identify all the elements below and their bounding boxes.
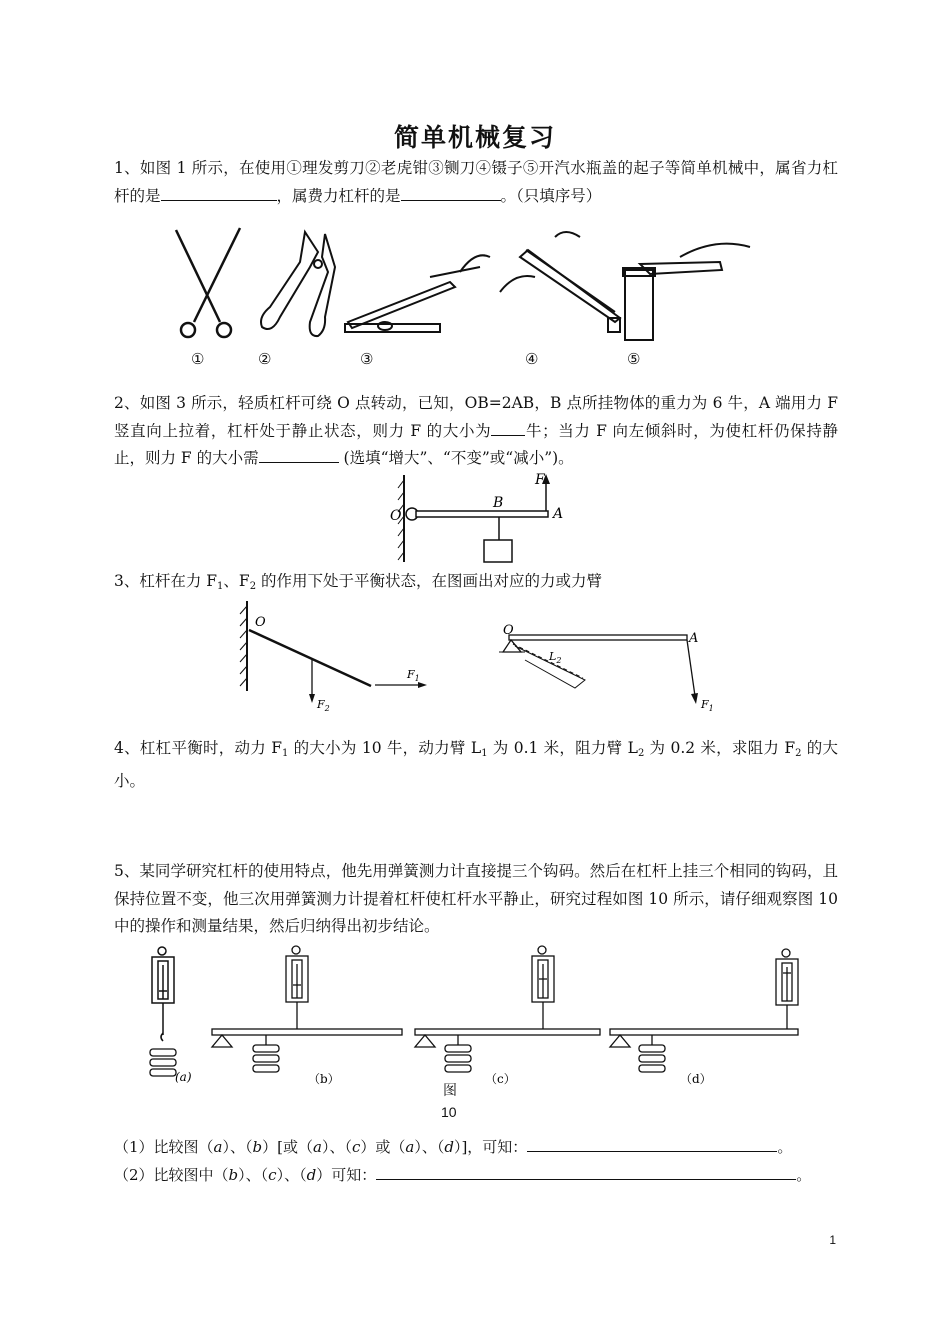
fig3l-f2-sub: 2 (324, 704, 330, 713)
bottle-opener-icon (623, 244, 750, 340)
q4-sub-2: 1 (481, 748, 488, 759)
tool-label-1: ① (191, 350, 205, 368)
lever-c (415, 946, 600, 1072)
q2-text-a: 2、如图 3 所示，轻质杠杆可绕 O 点转动，已知，OB=2AB，B 点所挂物体的重力为 6 牛，A 端用力 F 竖直向上拉着，杠杆处于静止状态，则力 F 的大小为 (114, 394, 838, 440)
figure-3-right-lever (495, 620, 725, 715)
tool-label-5: ⑤ (627, 350, 641, 368)
q5-sq2-f: d (306, 1166, 317, 1184)
fig3r-label-l2 (548, 650, 561, 665)
fig2-label-b: B (493, 495, 504, 511)
q5-sq2-end: 。 (796, 1166, 812, 1184)
question-5 (114, 858, 838, 941)
q5-sq1-c: ）、（ (222, 1138, 253, 1156)
q5-sq1-h: c (351, 1138, 361, 1156)
fig3l-f1-letter: F (407, 668, 415, 681)
q5-sub-question-2 (114, 1162, 838, 1190)
q5-sq1-d: b (252, 1138, 263, 1156)
q4-sub-4: 2 (795, 748, 802, 759)
q5-sq2-c: ）、（ (238, 1166, 269, 1184)
fig3r-f1-sub: 1 (708, 704, 714, 713)
q4-sub-1: 1 (282, 748, 289, 759)
q1-blank-1[interactable] (161, 183, 277, 201)
fig3l-label-f2 (316, 698, 330, 713)
scissors-icon (176, 228, 240, 337)
q5-sq1-l: d (444, 1138, 454, 1156)
page-title: 简单机械复习 (393, 123, 556, 152)
lever-d (610, 949, 798, 1072)
q1-text: 1、如图 1 所示，在使用①理发剪刀②老虎钳③铡刀④镊子⑤开汽水瓶盖的起子等简单机械中，属省力杠杆的是 (114, 159, 838, 205)
tool-label-4: ④ (525, 350, 539, 368)
q5-sq2-e: ）、（ (276, 1166, 307, 1184)
q5-sq1-g: ）、（ (321, 1138, 352, 1156)
fig3l-label-f1 (406, 668, 420, 683)
q2-blank-1[interactable] (491, 418, 525, 436)
figure-2-lever (380, 470, 580, 570)
q4-text-1: 4、杠杠平衡时，动力 F (114, 739, 283, 757)
q2-text-c: (选填“增大”、“不变”或“减小”)。 (338, 449, 574, 467)
q1-text-b: ，属费力杠杆的是 (276, 186, 401, 205)
q3-sub-1: 1 (217, 581, 224, 592)
q5-text: 5、某同学研究杠杆的使用特点，他先用弹簧测力计直接提三个钩码。然后在杠杆上挂三个相同的钩码，且保持位置不变，他三次用弹簧测力计提着杠杆使杠杆水平静止，研究过程如图 10 所示，请仔细观察图 10 中的操作和测量结果，然后归纳得出初步结论。 (114, 862, 838, 935)
q3-text-c: 的作用下处于平衡状态，在图画出对应的力或力臂 (256, 572, 602, 590)
figure-10-caption-1: 图 (443, 1083, 457, 1099)
fig2-label-f: F (535, 472, 545, 488)
question-4 (114, 735, 838, 795)
q2-blank-2[interactable] (259, 445, 339, 463)
q3-text-a: 3、杠杆在力 F (114, 572, 218, 590)
q5-sq2-b: b (228, 1166, 239, 1184)
fig3r-label-f1 (700, 698, 714, 713)
fig3r-f1-letter: F (701, 698, 709, 711)
weights-a (150, 1049, 176, 1076)
spring-scale-a (152, 947, 174, 1041)
q5-sq1-m: ）]，可知： (453, 1138, 528, 1156)
q5-sq1-f: a (312, 1138, 322, 1156)
q1-blank-2[interactable] (401, 183, 501, 201)
q4-text-4: 为 0.2 米，求阻力 F (644, 739, 796, 757)
page-number: 1 (829, 1233, 836, 1247)
q5-sq1-end: 。 (777, 1138, 793, 1156)
figure-10-caption-2: 10 (441, 1104, 457, 1120)
question-2 (114, 390, 838, 473)
q5-sq1-k: ）、（ (414, 1138, 445, 1156)
q5-sub-question-1 (114, 1134, 838, 1162)
chopper-icon (345, 255, 490, 332)
pliers-icon (261, 232, 335, 336)
q4-text-2: 的大小为 10 牛，动力臂 L (288, 739, 482, 757)
tool-label-2: ② (258, 350, 272, 368)
q5-sq1-e: ）[或（ (262, 1138, 313, 1156)
q1-text-c: 。（只填序号） (500, 186, 602, 205)
fig3r-label-a: A (689, 631, 699, 646)
q5-sq1-j: a (405, 1138, 415, 1156)
tool-label-3: ③ (360, 350, 374, 368)
figure-3-left-lever (235, 596, 445, 716)
figure-10-experiment (140, 945, 820, 1095)
q5-sq2-a: （2）比较图中（ (114, 1166, 229, 1184)
fig3l-label-o: O (255, 615, 266, 630)
q5-sq1-a: （1）比较图（ (114, 1138, 214, 1156)
tweezers-icon (500, 232, 620, 332)
q3-sub-2: 2 (249, 581, 257, 592)
figure-1-tools (160, 222, 760, 352)
fig2-label-a: A (553, 506, 564, 522)
fig3r-label-o: O (503, 623, 514, 638)
fig3l-f2-letter: F (317, 698, 325, 711)
q5-sq1-b: a (213, 1138, 223, 1156)
fig2-label-o: O (390, 508, 402, 524)
fig10-label-c: （c） (485, 1072, 516, 1086)
fig3l-f1-sub: 1 (414, 674, 420, 683)
q4-text-3: 为 0.1 米，阻力臂 L (487, 739, 638, 757)
q5-blank-1[interactable] (527, 1134, 777, 1152)
q4-text-5: 的大小。 (114, 739, 839, 790)
q4-sub-3: 2 (637, 748, 645, 759)
fig10-label-a: (a) (175, 1070, 192, 1084)
q3-text-b: 、F (223, 572, 250, 590)
q5-sq2-g: ）可知： (316, 1166, 377, 1184)
fig10-label-b: （b） (308, 1072, 340, 1086)
lever-b (212, 946, 402, 1072)
q2-text-b: 牛；当力 F 向左倾斜时，为使杠杆仍保持静止，则力 F 的大小需 (114, 421, 838, 467)
fig3r-l2-sub: 2 (556, 656, 562, 665)
q5-sq1-i: ）或（ (360, 1138, 406, 1156)
fig3r-l2-letter: L (549, 650, 557, 663)
fig10-label-d: （d） (680, 1072, 712, 1086)
question-1 (114, 155, 838, 210)
question-3 (114, 568, 838, 601)
q5-blank-2[interactable] (376, 1162, 796, 1180)
q5-sq2-d: c (268, 1166, 277, 1184)
